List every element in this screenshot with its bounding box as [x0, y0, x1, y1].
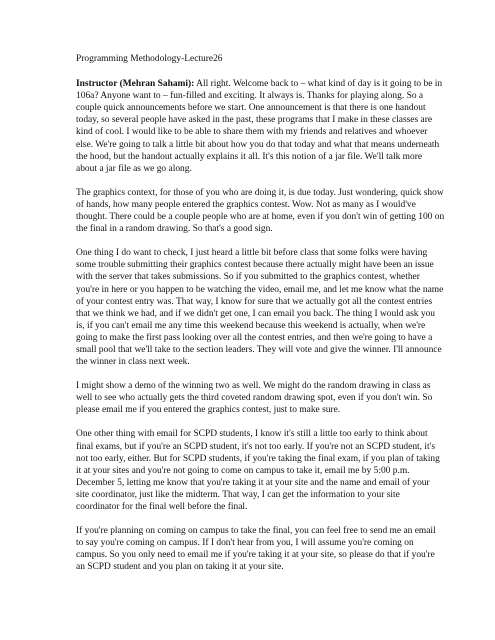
- paragraph-1: [76, 78, 445, 175]
- paragraph-1-text: All right. Welcome back to – what kind of day is it going to be in 106a? Anyone want to – fun-filled and exciting. It always is. Thanks for playing along. So a couple quick announcements before we start. One announcement is that there is one handout today, so several people have asked in the past, these programs that I make in these classes are kind of cool. I would like to be able to share them with my friends and relatives and whoever else. We're going to talk a little bit about how you do that today and what that means underneath the hood, but the handout actually explains it all. It's this notion of a jar file. We'll talk more about a jar file as we go along.: [76, 79, 443, 174]
- paragraph-5: One other thing with email for SCPD students, I know it's still a little too early to think about final exams, but if you're an SCPD student, it's not too early. If you're not an SCPD student, it's not too early, either. But for SCPD students, if you're taking the final exam, if you plan of taking it at your sites and you're not going to come on campus to take it, email me by 5:00 p.m. December 5, letting me know that you're taking it at your site and the name and email of your site coordinator, just like the midterm. That way, I can get the information to your site coordinator for the final well before the final.: [76, 429, 440, 512]
- speaker-label: Instructor (Mehran Sahami):: [76, 79, 195, 90]
- paragraph-3: One thing I do want to check, I just heard a little bit before class that some folks were having some trouble submitting their graphics contest because there actually might have been an issue with the server that takes submissions. So if you submitted to the graphics contest, whether you're in here or you happen to be watching the video, email me, and let me know what the name of your contest entry was. That way, I know for sure that we actually got all the contest entries that we think we had, and if we didn't get one, I can email you back. The thing I would ask you is, if you can't email me any time this weekend because this weekend is actually, when we're going to make the first pass looking over all the contest entries, and then we're going to have a small pool that we'll take to the section leaders. They will vote and give the winner. I'll announce the winner in class next week.: [76, 248, 444, 368]
- paragraph-6: If you're planning on coming on campus to take the final, you can feel free to send me an email to say you're coming on campus. If I don't hear from you, I will assume you're coming on campus. So you only need to email me if you're taking it at your site, so please do that if you're an SCPD student and you plan on taking it at your site.: [76, 526, 436, 573]
- paragraph-4: I might show a demo of the winning two as well. We might do the random drawing in class as well to see who actually gets the third coveted random drawing spot, even if you don't win. So please email me if you entered the graphics contest, just to make sure.: [76, 381, 433, 416]
- lecture-title: Programming Methodology-Lecture26: [76, 54, 223, 64]
- paragraph-2: The graphics context, for those of you who are doing it, is due today. Just wondering, quick show of hands, how many people entered the graphics contest. Wow. Not as many as I would've thought. There could be a couple people who are at home, even if you don't win of getting 100 on the final in a random drawing. So that's a good sign.: [76, 187, 445, 235]
